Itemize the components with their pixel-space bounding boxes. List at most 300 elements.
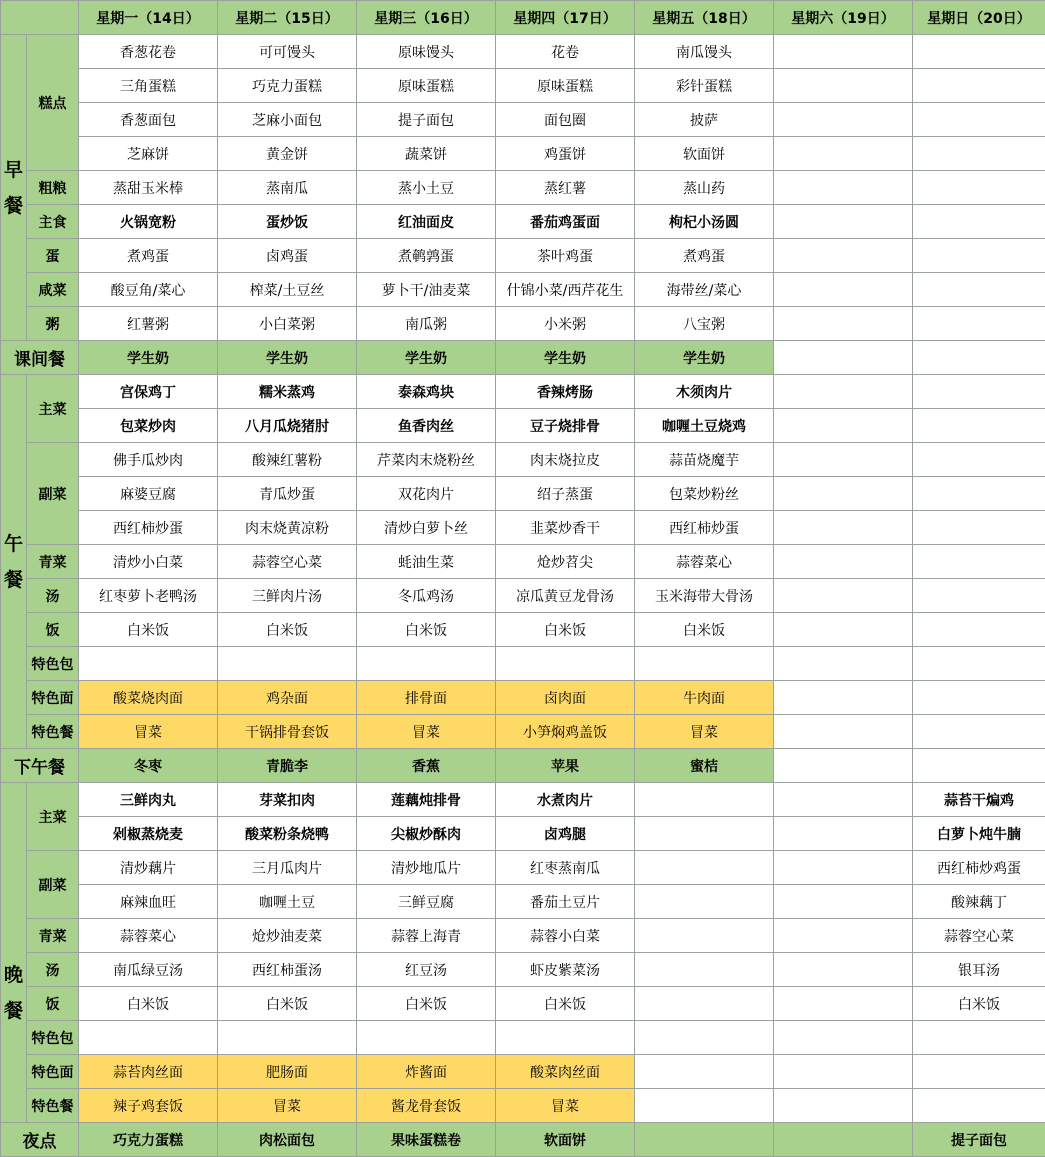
dish-cell: 蒸小土豆 xyxy=(357,171,496,205)
dish-cell: 炸酱面 xyxy=(357,1055,496,1089)
dish-cell xyxy=(913,69,1045,103)
dinner-row xyxy=(1,1089,1045,1123)
dish-cell: 红薯粥 xyxy=(79,307,218,341)
dish-cell: 青脆李 xyxy=(218,749,357,783)
dish-cell: 炝炒油麦菜 xyxy=(218,919,357,953)
dinner-row xyxy=(1,919,1045,953)
dinner-row xyxy=(1,885,1045,919)
dish-cell: 玉米海带大骨汤 xyxy=(635,579,774,613)
dish-cell: 冒菜 xyxy=(218,1089,357,1123)
dish-cell: 披萨 xyxy=(635,103,774,137)
dish-cell: 豆子烧排骨 xyxy=(496,409,635,443)
dish-cell xyxy=(496,1021,635,1055)
dish-cell xyxy=(913,307,1045,341)
dish-cell xyxy=(774,545,913,579)
category-label: 特色餐 xyxy=(27,1089,79,1123)
dish-cell xyxy=(357,647,496,681)
dish-cell: 泰森鸡块 xyxy=(357,375,496,409)
dish-cell xyxy=(774,409,913,443)
dish-cell: 巧克力蛋糕 xyxy=(79,1123,218,1157)
dish-cell: 牛肉面 xyxy=(635,681,774,715)
breakfast-row xyxy=(1,69,1045,103)
dish-cell: 白米饭 xyxy=(218,613,357,647)
dish-cell: 蒜蓉菜心 xyxy=(635,545,774,579)
dish-cell: 冒菜 xyxy=(357,715,496,749)
dish-cell: 南瓜粥 xyxy=(357,307,496,341)
meal-label xyxy=(1,783,27,1123)
dish-cell xyxy=(635,1089,774,1123)
day-header: 星期二（15日） xyxy=(218,1,357,35)
dish-cell: 清炒地瓜片 xyxy=(357,851,496,885)
dish-cell: 蒜蓉空心菜 xyxy=(218,545,357,579)
dish-cell: 绍子蒸蛋 xyxy=(496,477,635,511)
dish-cell: 面包圈 xyxy=(496,103,635,137)
dish-cell: 冒菜 xyxy=(496,1089,635,1123)
category-label: 汤 xyxy=(27,953,79,987)
dish-cell: 南瓜馒头 xyxy=(635,35,774,69)
dish-cell: 咖喱土豆烧鸡 xyxy=(635,409,774,443)
dish-cell: 白米饭 xyxy=(496,613,635,647)
dish-cell xyxy=(774,1089,913,1123)
category-label: 青菜 xyxy=(27,545,79,579)
lunch-row xyxy=(1,681,1045,715)
dish-cell xyxy=(913,171,1045,205)
dish-cell xyxy=(913,579,1045,613)
dish-cell xyxy=(913,35,1045,69)
dish-cell: 小米粥 xyxy=(496,307,635,341)
category-label: 糕点 xyxy=(27,35,79,171)
dish-cell: 白米饭 xyxy=(913,987,1045,1021)
meal-label-char: 餐 xyxy=(3,194,23,217)
meal-label-text xyxy=(1,877,26,1029)
lunch-row xyxy=(1,443,1045,477)
dish-cell: 学生奶 xyxy=(218,341,357,375)
dish-cell: 学生奶 xyxy=(635,341,774,375)
dish-cell: 白米饭 xyxy=(357,987,496,1021)
dish-cell xyxy=(913,545,1045,579)
dish-cell: 双花肉片 xyxy=(357,477,496,511)
dish-cell xyxy=(774,171,913,205)
dish-cell: 包菜炒粉丝 xyxy=(635,477,774,511)
day-header: 星期一（14日） xyxy=(79,1,218,35)
dish-cell: 蒸南瓜 xyxy=(218,171,357,205)
dish-cell xyxy=(218,647,357,681)
dish-cell xyxy=(913,239,1045,273)
dish-cell: 火锅宽粉 xyxy=(79,205,218,239)
dish-cell: 香葱面包 xyxy=(79,103,218,137)
dish-cell: 红枣萝卜老鸭汤 xyxy=(79,579,218,613)
dish-cell: 鸡杂面 xyxy=(218,681,357,715)
dish-cell xyxy=(774,239,913,273)
dish-cell xyxy=(913,341,1045,375)
dish-cell: 白米饭 xyxy=(496,987,635,1021)
dish-cell: 彩针蛋糕 xyxy=(635,69,774,103)
dish-cell xyxy=(774,273,913,307)
dish-cell xyxy=(774,511,913,545)
meal-label xyxy=(1,375,27,749)
dish-cell xyxy=(774,647,913,681)
dish-cell: 西红柿炒蛋 xyxy=(79,511,218,545)
dish-cell xyxy=(913,647,1045,681)
dish-cell: 芝麻小面包 xyxy=(218,103,357,137)
day-header: 星期日（20日） xyxy=(913,1,1045,35)
dish-cell: 蛋炒饭 xyxy=(218,205,357,239)
dish-cell xyxy=(774,205,913,239)
dish-cell xyxy=(913,375,1045,409)
dish-cell: 茶叶鸡蛋 xyxy=(496,239,635,273)
dish-cell xyxy=(774,35,913,69)
dish-cell xyxy=(774,681,913,715)
meal-label-text xyxy=(1,526,26,598)
day-header: 星期三（16日） xyxy=(357,1,496,35)
dish-cell xyxy=(774,443,913,477)
dish-cell: 韭菜炒香干 xyxy=(496,511,635,545)
day-header: 星期四（17日） xyxy=(496,1,635,35)
dish-cell: 软面饼 xyxy=(496,1123,635,1157)
dish-cell xyxy=(635,1021,774,1055)
dinner-row xyxy=(1,987,1045,1021)
dish-cell: 鱼香肉丝 xyxy=(357,409,496,443)
dish-cell: 蒸红薯 xyxy=(496,171,635,205)
dish-cell: 蒸山药 xyxy=(635,171,774,205)
dish-cell xyxy=(635,851,774,885)
dish-cell xyxy=(774,817,913,851)
dish-cell: 提子面包 xyxy=(357,103,496,137)
dish-cell: 南瓜绿豆汤 xyxy=(79,953,218,987)
day-header: 星期五（18日） xyxy=(635,1,774,35)
dish-cell: 三鲜肉片汤 xyxy=(218,579,357,613)
dish-cell: 蒸甜玉米棒 xyxy=(79,171,218,205)
category-label: 特色包 xyxy=(27,1021,79,1055)
category-label: 饭 xyxy=(27,613,79,647)
dish-cell: 辣子鸡套饭 xyxy=(79,1089,218,1123)
corner-cell xyxy=(1,1,79,35)
dish-cell xyxy=(913,477,1045,511)
menu-body xyxy=(1,1,1045,1157)
lunch-row xyxy=(1,579,1045,613)
category-label: 青菜 xyxy=(27,919,79,953)
dish-cell: 西红柿蛋汤 xyxy=(218,953,357,987)
dish-cell: 白萝卜炖牛腩 xyxy=(913,817,1045,851)
dish-cell: 芝麻饼 xyxy=(79,137,218,171)
dish-cell xyxy=(774,579,913,613)
category-label: 特色面 xyxy=(27,1055,79,1089)
lunch-row xyxy=(1,375,1045,409)
dish-cell xyxy=(357,1021,496,1055)
dish-cell xyxy=(774,307,913,341)
day-header: 星期六（19日） xyxy=(774,1,913,35)
dish-cell: 酸菜粉条烧鸭 xyxy=(218,817,357,851)
dish-cell: 卤肉面 xyxy=(496,681,635,715)
dish-cell: 肉松面包 xyxy=(218,1123,357,1157)
dish-cell: 三角蛋糕 xyxy=(79,69,218,103)
dish-cell: 酸豆角/菜心 xyxy=(79,273,218,307)
lunch-row xyxy=(1,613,1045,647)
dish-cell: 卤鸡蛋 xyxy=(218,239,357,273)
dish-cell: 卤鸡腿 xyxy=(496,817,635,851)
dish-cell xyxy=(774,103,913,137)
dish-cell xyxy=(635,953,774,987)
dish-cell: 干锅排骨套饭 xyxy=(218,715,357,749)
dish-cell: 木须肉片 xyxy=(635,375,774,409)
night-row xyxy=(1,1123,1045,1157)
dish-cell xyxy=(913,273,1045,307)
dish-cell: 清炒小白菜 xyxy=(79,545,218,579)
dish-cell: 枸杞小汤圆 xyxy=(635,205,774,239)
night-label: 夜点 xyxy=(1,1123,79,1157)
dish-cell xyxy=(635,647,774,681)
dish-cell: 青瓜炒蛋 xyxy=(218,477,357,511)
dish-cell: 原味蛋糕 xyxy=(496,69,635,103)
dish-cell xyxy=(774,783,913,817)
dish-cell: 白米饭 xyxy=(635,613,774,647)
dish-cell: 酱龙骨套饭 xyxy=(357,1089,496,1123)
dish-cell xyxy=(635,1055,774,1089)
breakfast-row xyxy=(1,35,1045,69)
meal-label-text xyxy=(1,152,26,224)
dish-cell xyxy=(79,1021,218,1055)
dish-cell: 煮鹌鹑蛋 xyxy=(357,239,496,273)
dish-cell xyxy=(913,715,1045,749)
snack-label: 课间餐 xyxy=(1,341,79,375)
dish-cell: 肉末烧黄凉粉 xyxy=(218,511,357,545)
dish-cell: 西红柿炒鸡蛋 xyxy=(913,851,1045,885)
category-label: 主菜 xyxy=(27,375,79,443)
dish-cell: 蒜苗烧魔芋 xyxy=(635,443,774,477)
dish-cell xyxy=(79,647,218,681)
lunch-row xyxy=(1,477,1045,511)
dish-cell xyxy=(913,443,1045,477)
dish-cell: 蒜苔肉丝面 xyxy=(79,1055,218,1089)
dish-cell: 芽菜扣肉 xyxy=(218,783,357,817)
dish-cell xyxy=(635,987,774,1021)
dish-cell xyxy=(774,987,913,1021)
dish-cell xyxy=(774,919,913,953)
category-label: 特色餐 xyxy=(27,715,79,749)
dish-cell: 小白菜粥 xyxy=(218,307,357,341)
meal-label-char: 晚 xyxy=(3,963,23,986)
dish-cell: 榨菜/土豆丝 xyxy=(218,273,357,307)
category-label: 粗粮 xyxy=(27,171,79,205)
dish-cell: 可可馒头 xyxy=(218,35,357,69)
dish-cell: 冒菜 xyxy=(635,715,774,749)
dish-cell: 酸菜肉丝面 xyxy=(496,1055,635,1089)
dish-cell xyxy=(913,103,1045,137)
category-label: 汤 xyxy=(27,579,79,613)
dish-cell xyxy=(913,205,1045,239)
dish-cell: 原味蛋糕 xyxy=(357,69,496,103)
dish-cell: 八宝粥 xyxy=(635,307,774,341)
dish-cell: 海带丝/菜心 xyxy=(635,273,774,307)
breakfast-row xyxy=(1,137,1045,171)
dish-cell xyxy=(218,1021,357,1055)
dish-cell xyxy=(774,69,913,103)
dish-cell xyxy=(774,137,913,171)
dish-cell xyxy=(913,749,1045,783)
dish-cell: 酸菜烧肉面 xyxy=(79,681,218,715)
dish-cell xyxy=(913,681,1045,715)
dish-cell xyxy=(913,137,1045,171)
dish-cell: 八月瓜烧猪肘 xyxy=(218,409,357,443)
dish-cell: 蒜蓉小白菜 xyxy=(496,919,635,953)
header-row xyxy=(1,1,1045,35)
category-label: 咸菜 xyxy=(27,273,79,307)
dish-cell: 白米饭 xyxy=(218,987,357,1021)
meal-label xyxy=(1,35,27,341)
dish-cell: 小笋焖鸡盖饭 xyxy=(496,715,635,749)
dish-cell: 水煮肉片 xyxy=(496,783,635,817)
dish-cell: 清炒藕片 xyxy=(79,851,218,885)
dish-cell: 炝炒苕尖 xyxy=(496,545,635,579)
category-label: 饭 xyxy=(27,987,79,1021)
dish-cell: 芹菜肉末烧粉丝 xyxy=(357,443,496,477)
breakfast-row xyxy=(1,205,1045,239)
dish-cell xyxy=(774,341,913,375)
dish-cell xyxy=(496,647,635,681)
category-label: 主食 xyxy=(27,205,79,239)
breakfast-row xyxy=(1,103,1045,137)
dish-cell: 香葱花卷 xyxy=(79,35,218,69)
dish-cell: 剁椒蒸烧麦 xyxy=(79,817,218,851)
dinner-row xyxy=(1,953,1045,987)
dish-cell: 冒菜 xyxy=(79,715,218,749)
dish-cell: 什锦小菜/西芹花生 xyxy=(496,273,635,307)
dish-cell: 酸辣藕丁 xyxy=(913,885,1045,919)
dish-cell: 凉瓜黄豆龙骨汤 xyxy=(496,579,635,613)
dish-cell: 鸡蛋饼 xyxy=(496,137,635,171)
category-label: 主菜 xyxy=(27,783,79,851)
dish-cell xyxy=(774,1021,913,1055)
dish-cell: 蒜苔干煸鸡 xyxy=(913,783,1045,817)
dish-cell xyxy=(913,1089,1045,1123)
dish-cell: 白米饭 xyxy=(79,987,218,1021)
dinner-row xyxy=(1,1021,1045,1055)
category-label: 粥 xyxy=(27,307,79,341)
dish-cell xyxy=(774,851,913,885)
dish-cell: 苹果 xyxy=(496,749,635,783)
meal-label-char: 早 xyxy=(3,158,23,181)
dish-cell: 蚝油生菜 xyxy=(357,545,496,579)
dish-cell: 红枣蒸南瓜 xyxy=(496,851,635,885)
dish-cell xyxy=(913,613,1045,647)
dish-cell: 三月瓜肉片 xyxy=(218,851,357,885)
dish-cell xyxy=(635,1123,774,1157)
dish-cell xyxy=(774,953,913,987)
dish-cell: 宫保鸡丁 xyxy=(79,375,218,409)
category-label: 特色面 xyxy=(27,681,79,715)
breakfast-row xyxy=(1,239,1045,273)
category-label: 蛋 xyxy=(27,239,79,273)
dish-cell: 煮鸡蛋 xyxy=(635,239,774,273)
dish-cell: 排骨面 xyxy=(357,681,496,715)
lunch-row xyxy=(1,545,1045,579)
dish-cell xyxy=(774,885,913,919)
dinner-row xyxy=(1,1055,1045,1089)
dish-cell xyxy=(774,1055,913,1089)
dish-cell: 软面饼 xyxy=(635,137,774,171)
dish-cell: 虾皮紫菜汤 xyxy=(496,953,635,987)
dish-cell: 肉末烧拉皮 xyxy=(496,443,635,477)
dish-cell: 黄金饼 xyxy=(218,137,357,171)
meal-label-char: 餐 xyxy=(3,568,23,591)
dish-cell xyxy=(774,1123,913,1157)
dish-cell: 白米饭 xyxy=(357,613,496,647)
dish-cell: 煮鸡蛋 xyxy=(79,239,218,273)
lunch-row xyxy=(1,511,1045,545)
dish-cell: 学生奶 xyxy=(357,341,496,375)
dish-cell xyxy=(774,477,913,511)
dish-cell: 尖椒炒酥肉 xyxy=(357,817,496,851)
dish-cell: 三鲜肉丸 xyxy=(79,783,218,817)
dish-cell: 原味馒头 xyxy=(357,35,496,69)
meal-label-char: 餐 xyxy=(3,999,23,1022)
dish-cell: 蒜蓉上海青 xyxy=(357,919,496,953)
dish-cell: 佛手瓜炒肉 xyxy=(79,443,218,477)
dish-cell xyxy=(635,919,774,953)
dish-cell: 糯米蒸鸡 xyxy=(218,375,357,409)
dish-cell xyxy=(635,817,774,851)
dish-cell: 蔬菜饼 xyxy=(357,137,496,171)
dish-cell: 果味蛋糕卷 xyxy=(357,1123,496,1157)
breakfast-row xyxy=(1,273,1045,307)
category-label: 特色包 xyxy=(27,647,79,681)
dish-cell xyxy=(913,1055,1045,1089)
dish-cell xyxy=(913,409,1045,443)
dish-cell: 麻辣血旺 xyxy=(79,885,218,919)
dish-cell: 番茄鸡蛋面 xyxy=(496,205,635,239)
dish-cell xyxy=(774,375,913,409)
dish-cell: 蒜蓉空心菜 xyxy=(913,919,1045,953)
dinner-row xyxy=(1,851,1045,885)
dish-cell: 咖喱土豆 xyxy=(218,885,357,919)
breakfast-row xyxy=(1,171,1045,205)
dish-cell: 冬瓜鸡汤 xyxy=(357,579,496,613)
category-label: 副菜 xyxy=(27,851,79,919)
dish-cell: 红豆汤 xyxy=(357,953,496,987)
dish-cell: 红油面皮 xyxy=(357,205,496,239)
dish-cell: 白米饭 xyxy=(79,613,218,647)
lunch-row xyxy=(1,647,1045,681)
dish-cell xyxy=(774,749,913,783)
dish-cell xyxy=(635,885,774,919)
dish-cell: 西红柿炒蛋 xyxy=(635,511,774,545)
dish-cell: 三鲜豆腐 xyxy=(357,885,496,919)
dish-cell xyxy=(774,613,913,647)
dish-cell: 包菜炒肉 xyxy=(79,409,218,443)
dish-cell: 巧克力蛋糕 xyxy=(218,69,357,103)
afternoon-label: 下午餐 xyxy=(1,749,79,783)
lunch-row xyxy=(1,715,1045,749)
dish-cell: 学生奶 xyxy=(496,341,635,375)
dish-cell: 蒜蓉菜心 xyxy=(79,919,218,953)
dish-cell: 清炒白萝卜丝 xyxy=(357,511,496,545)
dish-cell: 香蕉 xyxy=(357,749,496,783)
dish-cell: 银耳汤 xyxy=(913,953,1045,987)
dish-cell: 香辣烤肠 xyxy=(496,375,635,409)
dish-cell: 萝卜干/油麦菜 xyxy=(357,273,496,307)
lunch-row xyxy=(1,409,1045,443)
dish-cell xyxy=(774,715,913,749)
meal-label-char: 午 xyxy=(3,532,23,555)
snack-row xyxy=(1,341,1045,375)
dish-cell: 学生奶 xyxy=(79,341,218,375)
dish-cell: 肥肠面 xyxy=(218,1055,357,1089)
dish-cell: 莲藕炖排骨 xyxy=(357,783,496,817)
dish-cell: 冬枣 xyxy=(79,749,218,783)
dish-cell: 麻婆豆腐 xyxy=(79,477,218,511)
afternoon-row xyxy=(1,749,1045,783)
dish-cell: 花卷 xyxy=(496,35,635,69)
